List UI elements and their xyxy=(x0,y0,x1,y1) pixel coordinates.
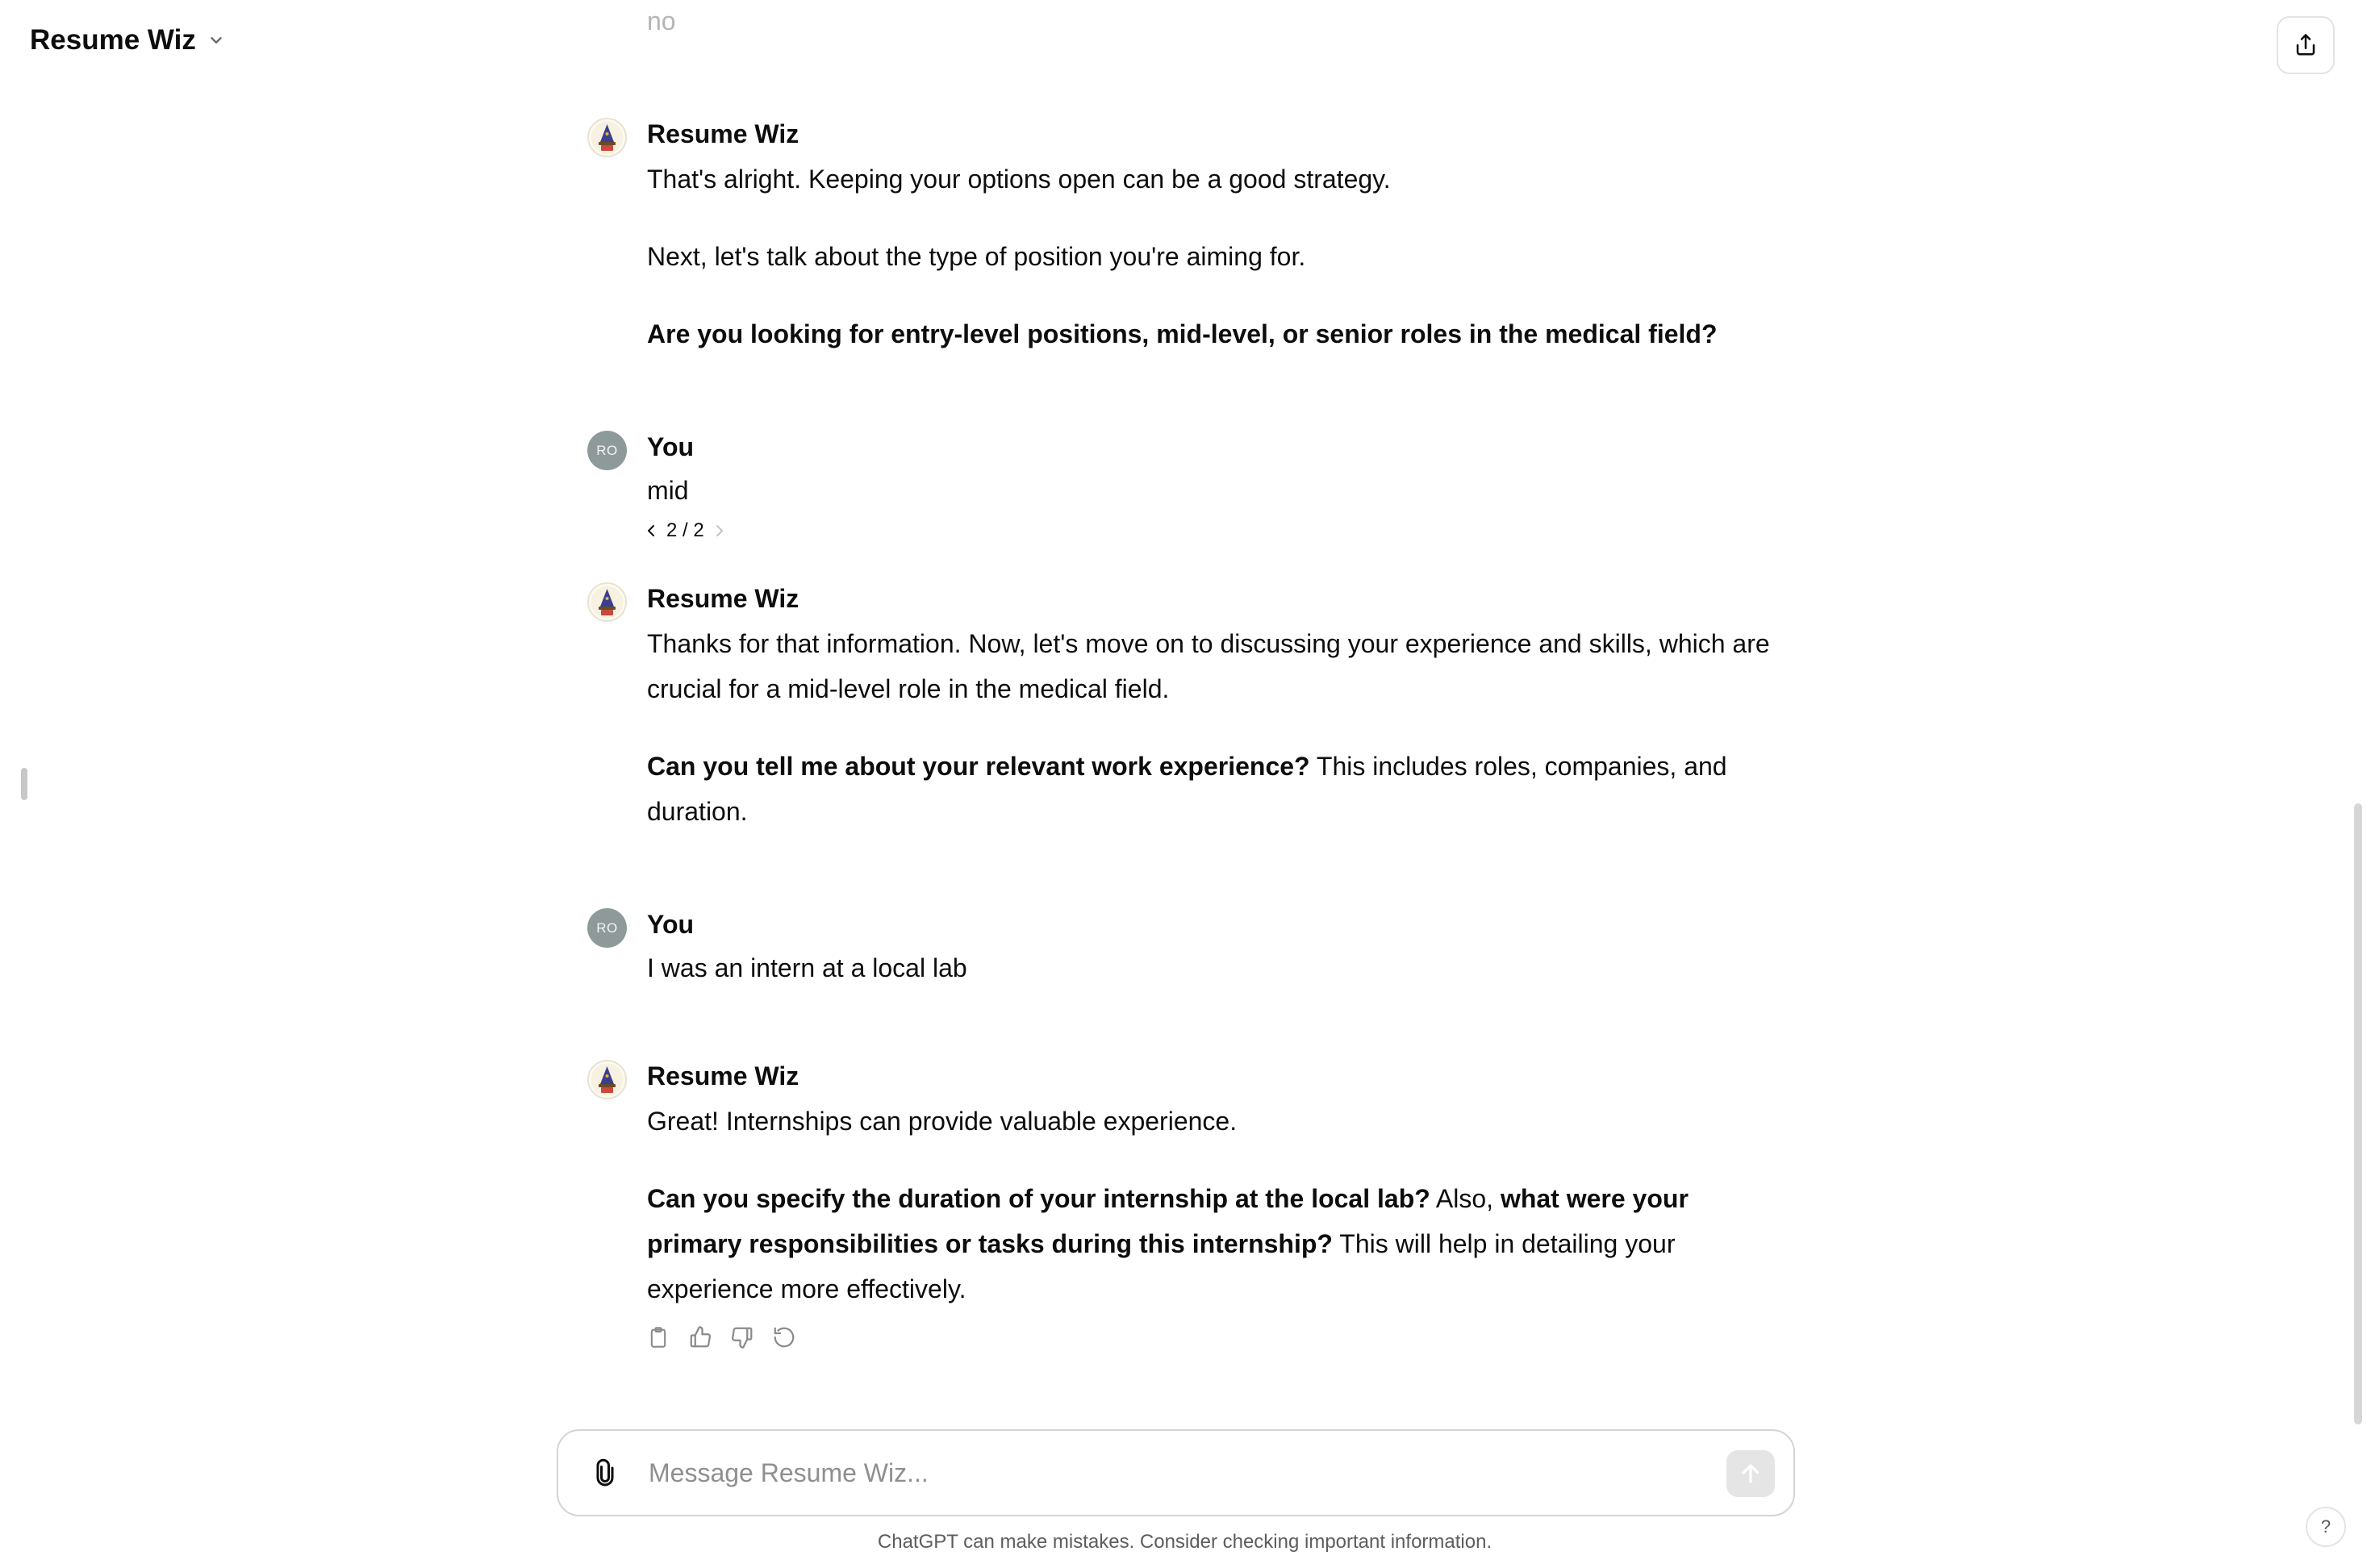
message-question: what were your primary responsibilities or tasks during this internship? xyxy=(647,1184,1689,1258)
message-body xyxy=(647,156,1776,357)
message-question: Are you looking for entry-level positions, mid-level, or senior roles in the medical field? xyxy=(647,319,1718,348)
message-actions xyxy=(645,1321,797,1353)
next-version-button[interactable] xyxy=(714,523,725,538)
thumbs-down-button[interactable] xyxy=(729,1321,755,1353)
wizard-logo-icon xyxy=(589,119,625,156)
assistant-avatar xyxy=(587,118,627,157)
message-text: I was an intern at a local lab xyxy=(647,953,967,982)
version-counter: 2 / 2 xyxy=(666,519,704,541)
page-title: Resume Wiz xyxy=(30,24,196,56)
sender-name: You xyxy=(647,910,695,939)
arrow-up-icon xyxy=(1739,1462,1763,1486)
message-body xyxy=(647,945,1776,990)
copy-button[interactable] xyxy=(645,1321,671,1353)
regenerate-button[interactable] xyxy=(771,1321,797,1353)
share-icon xyxy=(2294,33,2318,57)
message-question: Can you specify the duration of your internship at the local lab? xyxy=(647,1184,1430,1213)
thumbs-up-icon xyxy=(688,1325,712,1349)
wizard-logo-icon xyxy=(589,584,625,620)
scrollbar[interactable] xyxy=(2354,803,2362,1424)
send-button[interactable] xyxy=(1726,1450,1775,1497)
message-paragraph: Next, let's talk about the type of position you're aiming for. xyxy=(647,242,1306,271)
message-paragraph xyxy=(647,1176,1776,1312)
model-selector[interactable] xyxy=(30,24,225,56)
regenerate-icon xyxy=(772,1325,796,1349)
sender-name: Resume Wiz xyxy=(647,119,799,148)
message-composer xyxy=(557,1429,1795,1516)
message-paragraph: That's alright. Keeping your options open can be a good strategy. xyxy=(647,165,1391,194)
chevron-left-icon xyxy=(645,523,657,538)
previous-version-button[interactable] xyxy=(645,523,657,538)
message-body xyxy=(647,1099,1776,1312)
message-version-pager xyxy=(645,519,725,542)
thumbs-up-button[interactable] xyxy=(687,1321,713,1353)
wizard-logo-icon xyxy=(589,1061,625,1098)
user-avatar: RO xyxy=(587,908,627,948)
sender-name: Resume Wiz xyxy=(647,1061,799,1091)
attach-button[interactable] xyxy=(587,1455,623,1491)
sender-name: You xyxy=(647,432,695,461)
paperclip-icon xyxy=(591,1458,620,1487)
thumbs-down-icon xyxy=(730,1325,754,1349)
message-body xyxy=(647,468,1776,513)
message-paragraph xyxy=(647,744,1776,834)
share-button[interactable] xyxy=(2277,16,2335,74)
chevron-right-icon xyxy=(714,523,725,538)
chevron-down-icon xyxy=(207,31,225,49)
clipboard-icon xyxy=(647,1324,670,1350)
user-avatar: RO xyxy=(587,431,627,470)
previous-message-text: no xyxy=(647,6,676,35)
message-text: mid xyxy=(647,476,689,505)
assistant-avatar xyxy=(587,582,627,622)
sidebar-toggle-handle[interactable] xyxy=(21,768,27,800)
help-button[interactable]: ? xyxy=(2306,1507,2346,1547)
message-text: This will help in detailing your experience more effectively. xyxy=(647,1229,1676,1303)
message-text: Also, xyxy=(1430,1184,1501,1213)
message-paragraph: Thanks for that information. Now, let's move on to discussing your experience and skills, which are crucial for a mid-level role in the medical field. xyxy=(647,629,1770,703)
message-text: This includes roles, companies, and duration. xyxy=(647,752,1727,826)
message-question: Can you tell me about your relevant work experience? xyxy=(647,752,1310,781)
disclaimer-text: ChatGPT can make mistakes. Consider checking important information. xyxy=(877,1531,1492,1553)
sender-name: Resume Wiz xyxy=(647,584,799,613)
message-body xyxy=(647,621,1776,834)
assistant-avatar xyxy=(587,1060,627,1099)
message-paragraph: Great! Internships can provide valuable experience. xyxy=(647,1107,1238,1136)
message-input[interactable] xyxy=(647,1447,1688,1499)
